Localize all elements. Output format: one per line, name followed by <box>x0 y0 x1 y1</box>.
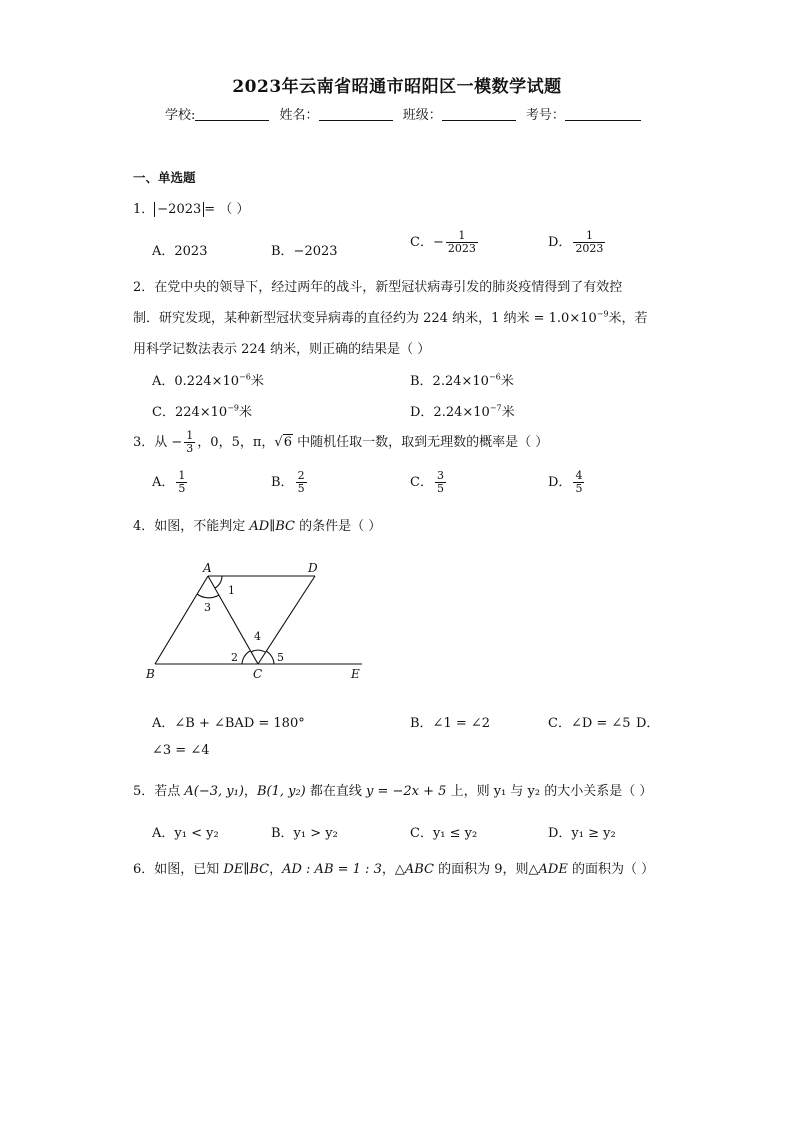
q2-line-2-a: 制．研究发现，某种新型冠状变异病毒的直径约为 224 纳米，1 纳米 = 1.0×10 <box>133 311 597 326</box>
denominator: 3 <box>186 442 194 455</box>
question-1 <box>133 198 249 217</box>
q3-d-fraction <box>573 470 584 495</box>
arc-angle-3 <box>197 594 219 598</box>
q3-a-prefix: A． <box>152 475 175 490</box>
q5-prefix: 5．若点 <box>133 784 185 799</box>
q3-d-prefix: D． <box>548 475 572 490</box>
label-b: B <box>146 667 155 681</box>
q1-option-a[interactable]: A．2023 <box>152 244 208 259</box>
q2-d-exp: −7 <box>489 403 502 413</box>
q2-line-3: 用科学记数法表示 224 纳米，则正确的结果是（ ） <box>133 342 431 357</box>
q2-line-1: 2．在党中央的领导下，经过两年的战斗，新型冠状病毒引发的肺炎疫情得到了有效控 <box>133 280 623 295</box>
q2-option-c[interactable] <box>152 401 252 420</box>
q4-option-d-text[interactable]: ∠3 = ∠4 <box>152 743 210 758</box>
school-label: 学校: <box>165 108 196 123</box>
denominator: 5 <box>297 482 305 495</box>
q6-triangle-abc: ABC <box>404 862 434 877</box>
q2-option-b[interactable] <box>410 370 514 389</box>
q1-option-d-fraction <box>573 230 605 255</box>
q2-a-base: A．0.224×10 <box>152 374 240 389</box>
q6-triangle-ade: ADE <box>538 862 568 877</box>
numerator: 1 <box>186 429 194 442</box>
q6-text-c: ，△ <box>381 862 405 877</box>
segment-ab <box>155 576 208 664</box>
q2-c-unit: 米 <box>239 405 253 420</box>
q5-option-b[interactable]: B．y₁ > y₂ <box>271 826 338 841</box>
q6-text-d: 的面积为 9，则△ <box>433 862 539 877</box>
q3-option-b[interactable] <box>271 470 309 495</box>
label-angle-2: 2 <box>231 651 238 664</box>
q5-option-a[interactable]: A．y₁ < y₂ <box>152 826 219 841</box>
denominator: 2023 <box>575 242 604 255</box>
student-info-line <box>165 104 647 123</box>
q3-fraction <box>184 430 195 455</box>
label-d: D <box>308 561 318 575</box>
q3-c-prefix: C． <box>410 475 433 490</box>
q3-option-d[interactable] <box>548 470 586 495</box>
numerator: 4 <box>575 469 583 482</box>
q4-option-d-prefix[interactable]: D． <box>636 716 660 731</box>
q4-option-a[interactable]: A．∠B + ∠BAD = 180° <box>152 716 305 731</box>
label-c: C <box>253 667 263 681</box>
q2-option-d[interactable] <box>410 401 515 420</box>
q2-c-base: C．224×10 <box>152 405 228 420</box>
q6-ratio: AD : AB = 1 : 3 <box>282 862 382 877</box>
q6-condition: DE∥BC <box>223 862 270 877</box>
q4-option-b[interactable]: B．∠1 = ∠2 <box>410 716 491 731</box>
q6-text-a: 6．如图，已知 <box>133 862 224 877</box>
number-blank[interactable] <box>565 107 641 121</box>
numerator: 1 <box>178 469 186 482</box>
denominator: 5 <box>178 482 186 495</box>
q2-line-2 <box>133 307 648 326</box>
page-title: 2023年云南省昭通市昭阳区一模数学试题 <box>232 77 562 97</box>
q3-option-c[interactable] <box>410 470 448 495</box>
arc-angle-2 <box>242 651 250 664</box>
arc-angle-1 <box>215 576 222 588</box>
class-label: 班级： <box>402 108 442 123</box>
number-label: 考号： <box>525 108 565 123</box>
q3-middle: ，0，5，π， <box>197 435 275 450</box>
q4-option-c[interactable]: C．∠D = ∠5 <box>548 716 631 731</box>
q3-suffix: 中随机任取一数，取到无理数的概率是（ ） <box>292 435 549 450</box>
sqrt-sign: √ <box>274 435 283 450</box>
numerator: 3 <box>436 469 444 482</box>
q1-option-c-prefix: C．− <box>410 235 444 250</box>
q3-a-fraction <box>176 470 187 495</box>
q3-sqrt-value: 6 <box>283 435 292 450</box>
label-angle-3: 3 <box>204 601 211 614</box>
label-angle-1: 1 <box>228 584 235 597</box>
question-3 <box>133 430 548 455</box>
denominator: 5 <box>575 482 583 495</box>
arc-angle-5 <box>266 651 274 664</box>
label-a: A <box>203 561 212 575</box>
q4-prefix: 4．如图，不能判定 <box>133 519 250 534</box>
label-angle-4: 4 <box>254 630 261 643</box>
q2-d-unit: 米 <box>501 405 515 420</box>
q5-suffix: 上，则 y₁ 与 y₂ 的大小关系是（ ） <box>446 784 653 799</box>
section-heading: 一、单选题 <box>133 170 196 185</box>
q1-abs-expression: −2023 <box>154 202 204 217</box>
q5-middle: 都在直线 <box>305 784 366 799</box>
q3-b-prefix: B． <box>271 475 294 490</box>
school-blank[interactable] <box>195 107 269 121</box>
q5-line-equation: y = −2x + 5 <box>366 784 447 799</box>
question-5 <box>133 780 652 799</box>
q6-text-e: 的面积为（ ） <box>567 862 655 877</box>
q2-line-2-b: 米，若 <box>608 311 648 326</box>
numerator: 2 <box>297 469 305 482</box>
q2-a-unit: 米 <box>250 374 264 389</box>
q3-b-fraction <box>296 470 307 495</box>
q6-text-b: ， <box>269 862 283 877</box>
q3-c-fraction <box>435 470 446 495</box>
q4-suffix: 的条件是（ ） <box>294 519 382 534</box>
name-label: 姓名： <box>279 108 319 123</box>
arc-angle-4 <box>251 650 265 652</box>
q1-option-b[interactable]: B．−2023 <box>271 244 338 259</box>
q4-geometry-figure <box>140 556 375 686</box>
q2-c-exp: −9 <box>227 403 239 413</box>
q5-option-d[interactable]: D．y₁ ≥ y₂ <box>548 826 616 841</box>
denominator: 5 <box>436 482 444 495</box>
numerator: 1 <box>446 230 478 243</box>
q1-option-c-fraction <box>446 230 478 255</box>
denominator: 2023 <box>447 242 476 255</box>
q2-d-base: D．2.24×10 <box>410 405 490 420</box>
q5-point-a: A(−3, y₁) <box>184 784 244 799</box>
q1-option-d[interactable] <box>548 230 607 255</box>
question-6 <box>133 858 654 877</box>
q1-option-c[interactable] <box>410 230 480 255</box>
q1-option-d-prefix: D． <box>548 235 572 250</box>
class-blank[interactable] <box>442 107 516 121</box>
q2-exponent: −9 <box>596 309 609 319</box>
q2-option-a[interactable] <box>152 370 264 389</box>
question-4 <box>133 515 381 534</box>
label-angle-5: 5 <box>277 651 284 664</box>
q2-b-unit: 米 <box>500 374 514 389</box>
q5-point-b: B(1, y₂) <box>256 784 306 799</box>
q1-number: 1． <box>133 202 155 217</box>
q2-b-base: B．2.24×10 <box>410 374 489 389</box>
q5-separator: ， <box>243 784 257 799</box>
q5-option-c[interactable]: C．y₁ ≤ y₂ <box>410 826 478 841</box>
q4-condition: AD∥BC <box>249 519 295 534</box>
label-e: E <box>351 667 360 681</box>
numerator: 1 <box>573 230 605 243</box>
q1-tail: = （ ） <box>204 202 250 217</box>
q3-prefix: 3．从 − <box>133 435 183 450</box>
q2-b-exp: −6 <box>488 372 501 382</box>
q3-option-a[interactable] <box>152 470 189 495</box>
q2-a-exp: −6 <box>239 372 251 382</box>
name-blank[interactable] <box>319 107 393 121</box>
